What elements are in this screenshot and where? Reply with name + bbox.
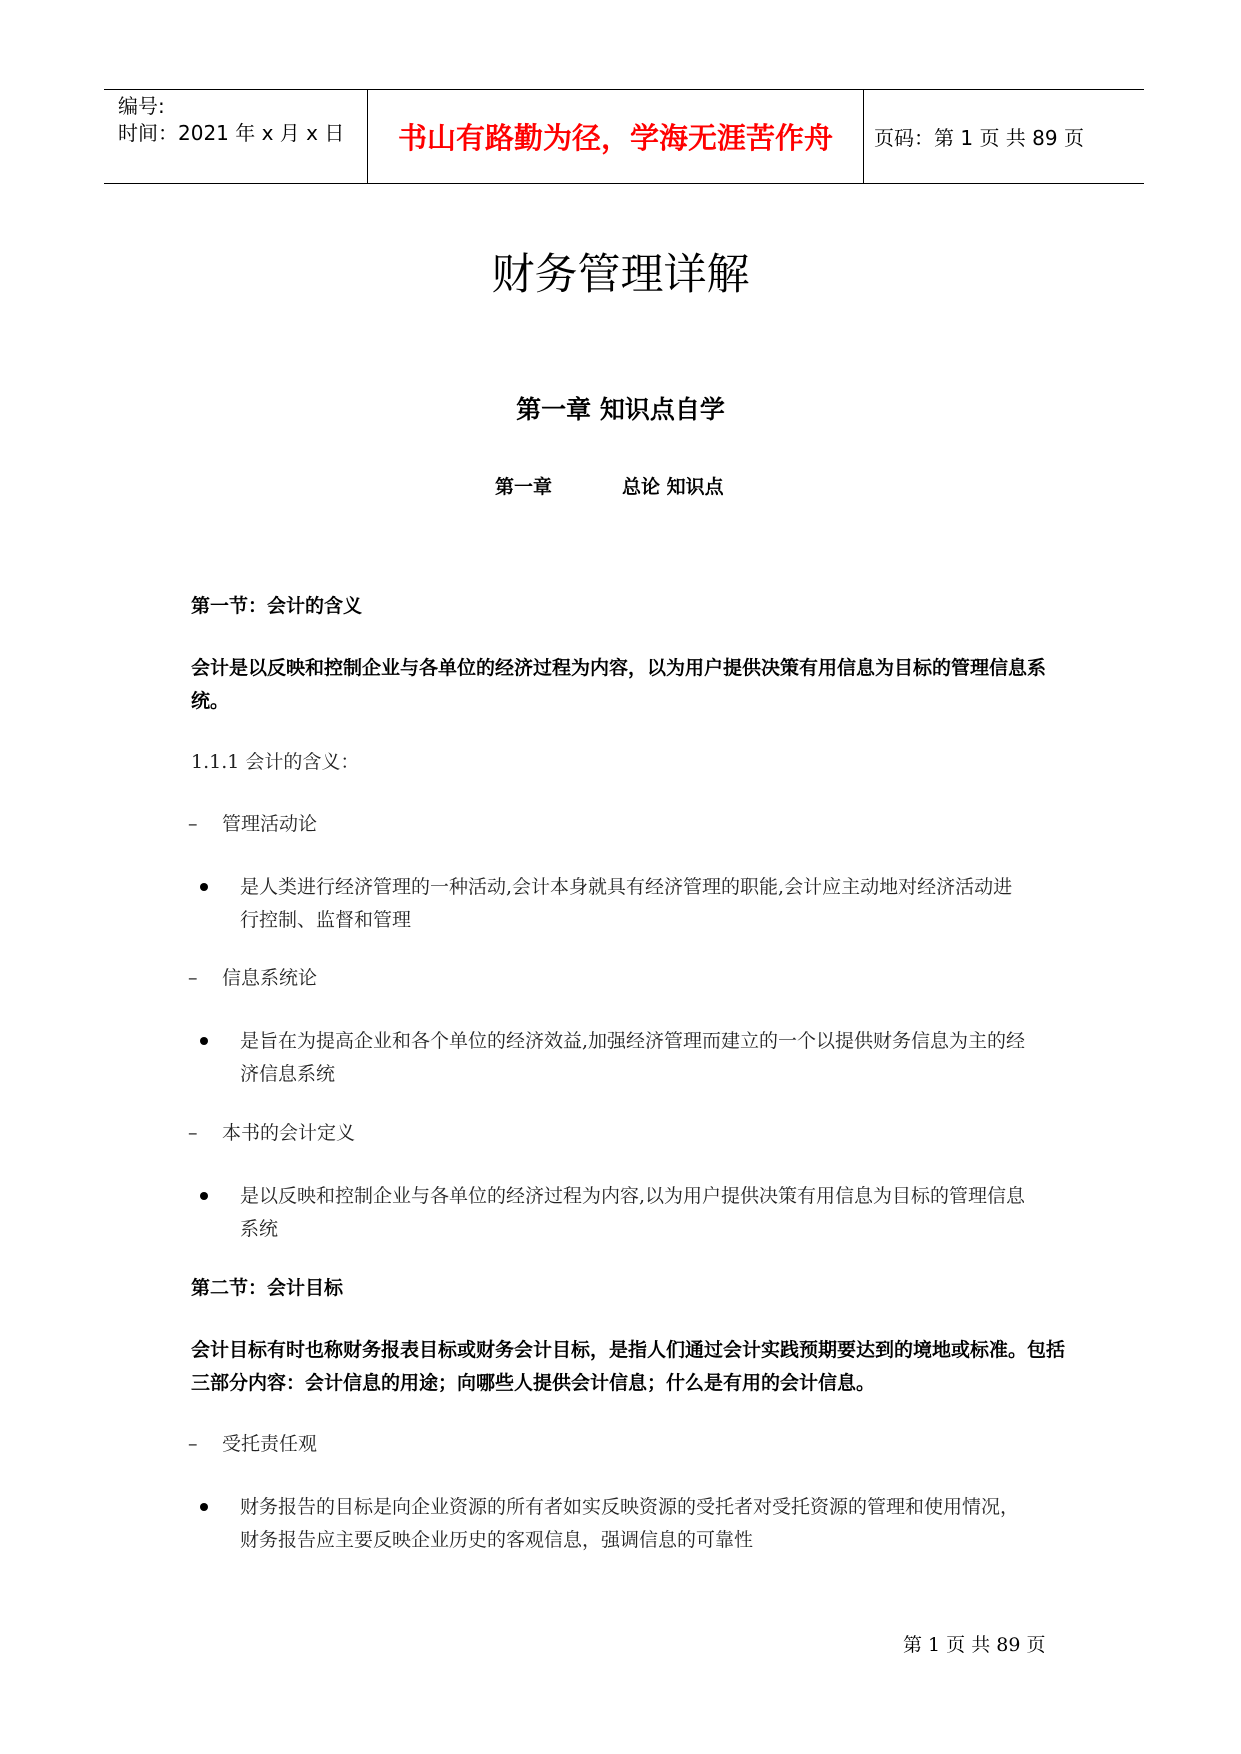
number-label: 编号:	[118, 94, 165, 118]
subtitle-right: 总论 知识点	[622, 476, 724, 498]
header-meta	[118, 93, 344, 147]
bullet-dot	[200, 883, 208, 891]
document-title: 财务管理详解	[491, 250, 750, 300]
dash-item-management	[188, 808, 317, 841]
bullet-text: 财务报告的目标是向企业资源的所有者如实反映资源的受托者对受托资源的管理和使用情况，财务报告应主要反映企业历史的客观信息，强调信息的可靠性	[240, 1496, 1020, 1551]
section1-heading: 第一节：会计的含义	[191, 595, 363, 617]
header-page-label: 页码：第 1 页 共 89 页	[874, 126, 1084, 150]
bullet-dot	[200, 1037, 208, 1045]
bullet-item	[200, 871, 1030, 937]
page-header	[104, 89, 1144, 184]
page-footer: 第 1 页 共 89 页	[903, 1634, 1046, 1656]
dash-text: 受托责任观	[222, 1433, 318, 1455]
chapter-title: 第一章 知识点自学	[516, 395, 725, 424]
dash-mark: –	[188, 813, 198, 835]
dash-text: 管理活动论	[222, 813, 318, 835]
bullet-text: 是旨在为提高企业和各个单位的经济效益,加强经济管理而建立的一个以提供财务信息为主的经济信息系统	[240, 1030, 1026, 1085]
dash-item-definition	[188, 1117, 355, 1150]
chapter-subtitle	[495, 472, 724, 499]
bullet-dot	[200, 1503, 208, 1511]
header-motto: 书山有路勤为径，学海无涯苦作舟	[367, 90, 864, 183]
dash-text: 本书的会计定义	[222, 1122, 356, 1144]
dash-mark: –	[188, 967, 198, 989]
section1-summary: 会计是以反映和控制企业与各单位的经济过程为内容，以为用户提供决策有用信息为目标的管理信息系统。	[191, 657, 1047, 712]
section2-summary: 会计目标有时也称财务报表目标或财务会计目标，是指人们通过会计实践预期要达到的境地或标准。包括三部分内容：会计信息的用途；向哪些人提供会计信息；什么是有用的会计信息。	[191, 1339, 1066, 1394]
bullet-text: 是以反映和控制企业与各单位的经济过程为内容,以为用户提供决策有用信息为目标的管理信息系统	[240, 1185, 1026, 1240]
subtitle-left: 第一章	[495, 476, 553, 498]
section1-item-111: 1.1.1 会计的含义：	[191, 751, 360, 773]
dash-item-info-system	[188, 962, 317, 995]
dash-mark: –	[188, 1433, 198, 1455]
dash-item-stewardship	[188, 1428, 317, 1461]
bullet-item	[200, 1025, 1030, 1091]
bullet-item	[200, 1491, 1030, 1557]
bullet-dot	[200, 1192, 208, 1200]
dash-mark: –	[188, 1122, 198, 1144]
bullet-item	[200, 1180, 1030, 1246]
time-label: 时间：2021 年 x 月 x 日	[118, 121, 345, 145]
dash-text: 信息系统论	[222, 967, 318, 989]
bullet-text: 是人类进行经济管理的一种活动,会计本身就具有经济管理的职能,会计应主动地对经济活动进行控制、监督和管理	[240, 876, 1013, 931]
section2-heading: 第二节：会计目标	[191, 1277, 344, 1299]
